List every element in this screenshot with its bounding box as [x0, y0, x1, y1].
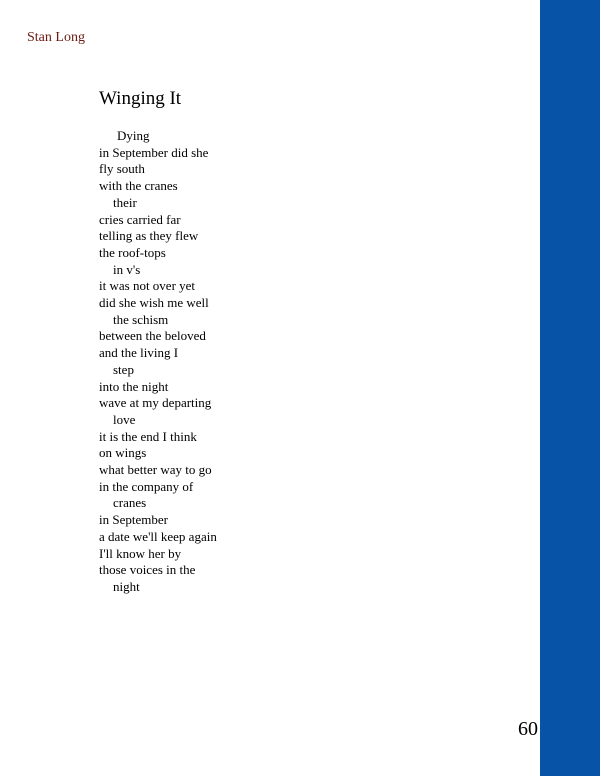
- poem-line: in September did she: [99, 144, 209, 160]
- poem-line: on wings: [99, 445, 147, 461]
- poem-title: Winging It: [99, 88, 182, 109]
- poem-line: cries carried far: [99, 211, 181, 227]
- poem-line: with the cranes: [99, 178, 178, 194]
- poem-line: a date we'll keep again: [99, 528, 217, 544]
- page-number: 60: [518, 718, 538, 740]
- poem-line: between the beloved: [99, 328, 206, 344]
- poem-line: step: [113, 361, 134, 377]
- poem-line: fly south: [99, 161, 145, 177]
- side-color-bar: [540, 0, 600, 776]
- poem-line: what better way to go: [99, 462, 212, 478]
- poem-line: telling as they flew: [99, 228, 199, 244]
- poem-body: [99, 128, 217, 596]
- poem-line: wave at my departing: [99, 395, 212, 411]
- poem-line: and the living I: [99, 345, 179, 361]
- poem-line: I'll know her by: [99, 545, 182, 561]
- poem-line: their: [113, 194, 137, 210]
- poem-line: in the company of: [99, 478, 194, 494]
- poem-line: it is the end I think: [99, 428, 197, 444]
- poem-line: it was not over yet: [99, 278, 196, 294]
- author-name: Stan Long: [27, 30, 85, 45]
- poem-line: cranes: [113, 495, 147, 511]
- poem-line: into the night: [99, 378, 169, 394]
- poem-line: in v's: [113, 261, 141, 277]
- poem-line: did she wish me well: [99, 295, 209, 311]
- poem-line: those voices in the: [99, 562, 196, 578]
- poem-line: the roof-tops: [99, 244, 166, 260]
- poem-line: Dying: [117, 128, 150, 143]
- poem-line: the schism: [113, 311, 169, 327]
- poem-line: love: [113, 411, 136, 427]
- poem-line: in September: [99, 512, 168, 528]
- poem-line: night: [113, 578, 140, 594]
